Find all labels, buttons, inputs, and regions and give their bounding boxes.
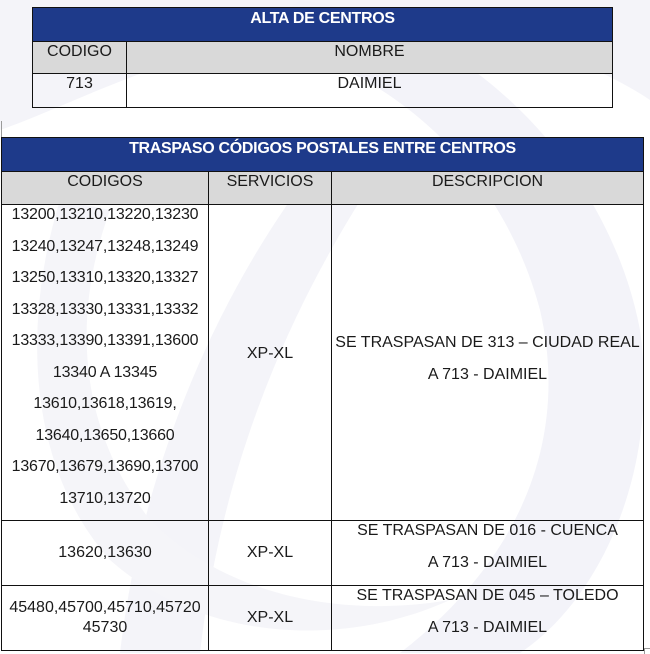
- table-row: [33, 74, 613, 108]
- codigo-line: 13200,13210,13220,13230: [11, 206, 199, 223]
- cell-descripcion: [332, 205, 644, 521]
- traspaso-title: TRASPASO CÓDIGOS POSTALES ENTRE CENTROS: [2, 138, 644, 172]
- codigo-line: 13328,13330,13331,13332: [11, 300, 199, 318]
- codigo-line: 13710,13720: [59, 489, 151, 507]
- cell-codigos: [2, 205, 209, 521]
- cell-nombre: DAIMIEL: [127, 74, 613, 108]
- cell-descripcion: [332, 521, 644, 586]
- header-codigo: CODIGO: [33, 42, 127, 74]
- descripcion-line: SE TRASPASAN DE 016 - CUENCA: [357, 522, 618, 539]
- table-row: [2, 205, 644, 521]
- header-codigos: CODIGOS: [2, 172, 209, 205]
- cell-codigos: 13620,13630: [2, 521, 209, 586]
- header-nombre: NOMBRE: [127, 42, 613, 74]
- descripcion-line: A 713 - DAIMIEL: [427, 619, 548, 636]
- cell-codigos: [2, 586, 209, 651]
- cell-codigo: 713: [33, 74, 127, 108]
- codigo-line: 13340 A 13345: [52, 363, 158, 381]
- codigo-line: 13640,13650,13660: [35, 426, 175, 444]
- alta-centros-table: [32, 7, 613, 108]
- page-corner-mark: [644, 648, 650, 654]
- codigo-line: 13240,13247,13248,13249: [11, 237, 199, 255]
- cell-descripcion: [332, 586, 644, 651]
- codigo-line: 13333,13390,13391,13600: [11, 332, 199, 349]
- codigo-line: 45480,45700,45710,45720: [9, 599, 201, 616]
- table-row: [2, 521, 644, 586]
- alta-centros-title: ALTA DE CENTROS: [33, 8, 613, 42]
- cell-servicios: XP-XL: [209, 205, 332, 521]
- cell-servicios: XP-XL: [209, 586, 332, 651]
- codigo-line: 13610,13618,13619,: [33, 395, 177, 412]
- table-row: [2, 586, 644, 651]
- header-descripcion: DESCRIPCION: [332, 172, 644, 205]
- codigo-line: 13670,13679,13690,13700: [11, 458, 199, 475]
- descripcion-line: SE TRASPASAN DE 045 – TOLEDO: [356, 587, 619, 604]
- cell-servicios: XP-XL: [209, 521, 332, 586]
- codigo-line: 45730: [82, 619, 128, 636]
- descripcion-line: A 713 - DAIMIEL: [427, 365, 548, 383]
- descripcion-line: A 713 - DAIMIEL: [427, 554, 548, 571]
- margin-tick: [1, 121, 2, 137]
- traspaso-codigos-table: [1, 137, 644, 651]
- descripcion-line: SE TRASPASAN DE 313 – CIUDAD REAL: [335, 334, 640, 351]
- header-servicios: SERVICIOS: [209, 172, 332, 205]
- codigo-line: 13250,13310,13320,13327: [11, 269, 199, 286]
